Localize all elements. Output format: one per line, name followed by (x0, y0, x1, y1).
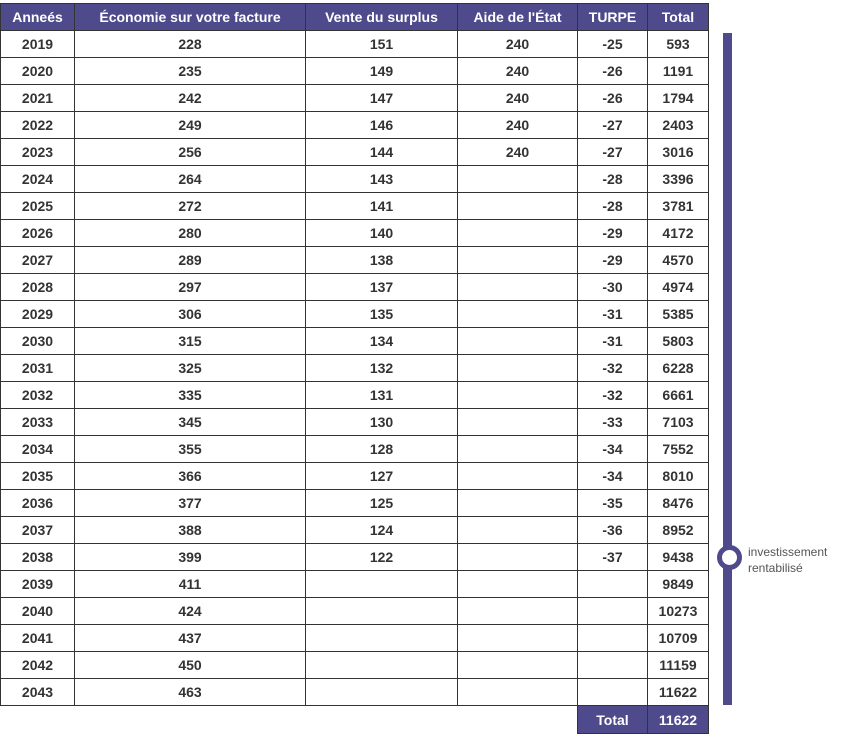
table-row (1, 544, 709, 571)
cell-surplus-sale: 122 (306, 544, 458, 571)
cell-state-aid (458, 166, 578, 193)
cell-state-aid (458, 571, 578, 598)
cell-total: 4570 (648, 247, 709, 274)
cell-surplus-sale: 140 (306, 220, 458, 247)
header-total: Total (648, 4, 709, 31)
cell-surplus-sale: 131 (306, 382, 458, 409)
cell-surplus-sale: 149 (306, 58, 458, 85)
table-row (1, 274, 709, 301)
cell-state-aid (458, 193, 578, 220)
table-row (1, 328, 709, 355)
cell-total: 1794 (648, 85, 709, 112)
cell-state-aid (458, 463, 578, 490)
cell-state-aid: 240 (458, 139, 578, 166)
cell-turpe: -31 (578, 328, 648, 355)
header-bill-savings: Économie sur votre facture (75, 4, 306, 31)
cell-year: 2019 (1, 31, 75, 58)
cell-turpe: -29 (578, 220, 648, 247)
cell-state-aid (458, 274, 578, 301)
cell-turpe: -36 (578, 517, 648, 544)
table-row (1, 166, 709, 193)
cell-turpe: -35 (578, 490, 648, 517)
cell-total: 3781 (648, 193, 709, 220)
cell-surplus-sale (306, 652, 458, 679)
cell-year: 2035 (1, 463, 75, 490)
cell-total: 4172 (648, 220, 709, 247)
cell-state-aid: 240 (458, 31, 578, 58)
cell-turpe: -27 (578, 139, 648, 166)
cell-bill-savings: 315 (75, 328, 306, 355)
cell-total: 6228 (648, 355, 709, 382)
cell-surplus-sale (306, 625, 458, 652)
cell-bill-savings: 388 (75, 517, 306, 544)
table-row (1, 490, 709, 517)
cell-turpe: -32 (578, 355, 648, 382)
cell-surplus-sale: 127 (306, 463, 458, 490)
cell-turpe: -25 (578, 31, 648, 58)
cell-state-aid (458, 544, 578, 571)
table-row (1, 436, 709, 463)
cell-bill-savings: 345 (75, 409, 306, 436)
table-row (1, 139, 709, 166)
cell-state-aid (458, 382, 578, 409)
cell-bill-savings: 424 (75, 598, 306, 625)
cell-state-aid: 240 (458, 112, 578, 139)
payback-marker-icon (717, 545, 742, 570)
cell-state-aid (458, 490, 578, 517)
cell-total: 3016 (648, 139, 709, 166)
cell-total: 8952 (648, 517, 709, 544)
cell-surplus-sale: 146 (306, 112, 458, 139)
table-row (1, 247, 709, 274)
cell-bill-savings: 463 (75, 679, 306, 706)
cell-year: 2041 (1, 625, 75, 652)
table-row (1, 58, 709, 85)
table-footer-row (1, 706, 709, 734)
cell-bill-savings: 272 (75, 193, 306, 220)
cell-turpe: -31 (578, 301, 648, 328)
cell-surplus-sale: 124 (306, 517, 458, 544)
cell-year: 2021 (1, 85, 75, 112)
cell-bill-savings: 306 (75, 301, 306, 328)
cell-bill-savings: 325 (75, 355, 306, 382)
table-row (1, 112, 709, 139)
table-row (1, 85, 709, 112)
cell-surplus-sale: 144 (306, 139, 458, 166)
header-turpe: TURPE (578, 4, 648, 31)
cell-turpe: -26 (578, 85, 648, 112)
cell-total: 11622 (648, 679, 709, 706)
cell-state-aid (458, 247, 578, 274)
footer-spacer (1, 706, 75, 734)
cell-bill-savings: 242 (75, 85, 306, 112)
cell-bill-savings: 399 (75, 544, 306, 571)
cell-year: 2020 (1, 58, 75, 85)
cell-year: 2025 (1, 193, 75, 220)
cell-bill-savings: 366 (75, 463, 306, 490)
cell-state-aid (458, 652, 578, 679)
cell-surplus-sale: 134 (306, 328, 458, 355)
table-row (1, 31, 709, 58)
cell-total: 6661 (648, 382, 709, 409)
cell-turpe (578, 625, 648, 652)
cell-total: 10273 (648, 598, 709, 625)
yearly-savings-table (0, 3, 709, 734)
cell-turpe: -28 (578, 166, 648, 193)
cell-total: 4974 (648, 274, 709, 301)
cell-surplus-sale: 143 (306, 166, 458, 193)
cell-year: 2022 (1, 112, 75, 139)
cell-total: 5803 (648, 328, 709, 355)
cell-year: 2023 (1, 139, 75, 166)
cell-bill-savings: 264 (75, 166, 306, 193)
cell-year: 2032 (1, 382, 75, 409)
cell-year: 2024 (1, 166, 75, 193)
cell-total: 5385 (648, 301, 709, 328)
cell-surplus-sale: 138 (306, 247, 458, 274)
table-row (1, 409, 709, 436)
cell-total: 8476 (648, 490, 709, 517)
payback-label-line2: rentabilisé (748, 561, 803, 575)
cell-year: 2033 (1, 409, 75, 436)
cell-turpe (578, 679, 648, 706)
cell-surplus-sale: 130 (306, 409, 458, 436)
cell-turpe (578, 571, 648, 598)
cell-total: 7552 (648, 436, 709, 463)
cell-turpe: -27 (578, 112, 648, 139)
cell-state-aid (458, 409, 578, 436)
cell-turpe: -28 (578, 193, 648, 220)
cell-state-aid (458, 679, 578, 706)
cell-year: 2030 (1, 328, 75, 355)
timeline-bar (723, 33, 732, 705)
cell-year: 2027 (1, 247, 75, 274)
table-row (1, 679, 709, 706)
cell-bill-savings: 377 (75, 490, 306, 517)
table-body (1, 31, 709, 706)
cell-bill-savings: 256 (75, 139, 306, 166)
cell-bill-savings: 249 (75, 112, 306, 139)
cell-year: 2038 (1, 544, 75, 571)
cell-total: 11159 (648, 652, 709, 679)
cell-bill-savings: 335 (75, 382, 306, 409)
cell-year: 2043 (1, 679, 75, 706)
cell-turpe: -34 (578, 463, 648, 490)
cell-state-aid (458, 517, 578, 544)
cell-surplus-sale: 141 (306, 193, 458, 220)
table-row (1, 598, 709, 625)
cell-surplus-sale (306, 571, 458, 598)
cell-turpe: -33 (578, 409, 648, 436)
cell-total: 10709 (648, 625, 709, 652)
cell-year: 2037 (1, 517, 75, 544)
cell-surplus-sale: 147 (306, 85, 458, 112)
cell-turpe (578, 652, 648, 679)
footer-total-value: 11622 (648, 706, 709, 734)
table-row (1, 220, 709, 247)
cell-total: 1191 (648, 58, 709, 85)
payback-label-line1: investissement (748, 545, 828, 559)
table-row (1, 355, 709, 382)
table-row (1, 463, 709, 490)
cell-year: 2026 (1, 220, 75, 247)
cell-state-aid (458, 220, 578, 247)
cell-turpe: -34 (578, 436, 648, 463)
footer-spacer (458, 706, 578, 734)
cell-surplus-sale: 137 (306, 274, 458, 301)
cell-year: 2028 (1, 274, 75, 301)
cell-year: 2031 (1, 355, 75, 382)
cell-total: 9438 (648, 544, 709, 571)
cell-bill-savings: 411 (75, 571, 306, 598)
footer-spacer (75, 706, 306, 734)
cell-state-aid (458, 598, 578, 625)
cell-surplus-sale (306, 598, 458, 625)
cell-total: 8010 (648, 463, 709, 490)
header-state-aid: Aide de l'État (458, 4, 578, 31)
cell-bill-savings: 280 (75, 220, 306, 247)
cell-surplus-sale: 151 (306, 31, 458, 58)
cell-surplus-sale: 132 (306, 355, 458, 382)
header-surplus-sale: Vente du surplus (306, 4, 458, 31)
cell-total: 593 (648, 31, 709, 58)
table-row (1, 625, 709, 652)
cell-state-aid (458, 301, 578, 328)
cell-bill-savings: 228 (75, 31, 306, 58)
cell-total: 7103 (648, 409, 709, 436)
cell-state-aid (458, 355, 578, 382)
cell-year: 2042 (1, 652, 75, 679)
cell-bill-savings: 355 (75, 436, 306, 463)
footer-total-label: Total (578, 706, 648, 734)
cell-state-aid: 240 (458, 85, 578, 112)
cell-year: 2036 (1, 490, 75, 517)
cell-state-aid (458, 625, 578, 652)
cell-year: 2034 (1, 436, 75, 463)
table-header-row (1, 4, 709, 31)
cell-total: 2403 (648, 112, 709, 139)
cell-total: 9849 (648, 571, 709, 598)
table-row (1, 517, 709, 544)
cell-state-aid (458, 328, 578, 355)
cell-bill-savings: 437 (75, 625, 306, 652)
table-row (1, 193, 709, 220)
cell-state-aid (458, 436, 578, 463)
cell-state-aid: 240 (458, 58, 578, 85)
cell-turpe: -30 (578, 274, 648, 301)
cell-bill-savings: 289 (75, 247, 306, 274)
cell-year: 2040 (1, 598, 75, 625)
cell-bill-savings: 297 (75, 274, 306, 301)
footer-spacer (306, 706, 458, 734)
cell-bill-savings: 235 (75, 58, 306, 85)
table-row (1, 571, 709, 598)
cell-surplus-sale: 135 (306, 301, 458, 328)
header-years: Anneés (1, 4, 75, 31)
cell-turpe (578, 598, 648, 625)
cell-surplus-sale: 125 (306, 490, 458, 517)
table-row (1, 652, 709, 679)
cell-turpe: -37 (578, 544, 648, 571)
cell-total: 3396 (648, 166, 709, 193)
table-row (1, 301, 709, 328)
cell-bill-savings: 450 (75, 652, 306, 679)
cell-turpe: -26 (578, 58, 648, 85)
payback-label (748, 544, 844, 576)
cell-year: 2029 (1, 301, 75, 328)
table-row (1, 382, 709, 409)
cell-turpe: -32 (578, 382, 648, 409)
cell-turpe: -29 (578, 247, 648, 274)
cell-surplus-sale: 128 (306, 436, 458, 463)
cell-surplus-sale (306, 679, 458, 706)
cell-year: 2039 (1, 571, 75, 598)
